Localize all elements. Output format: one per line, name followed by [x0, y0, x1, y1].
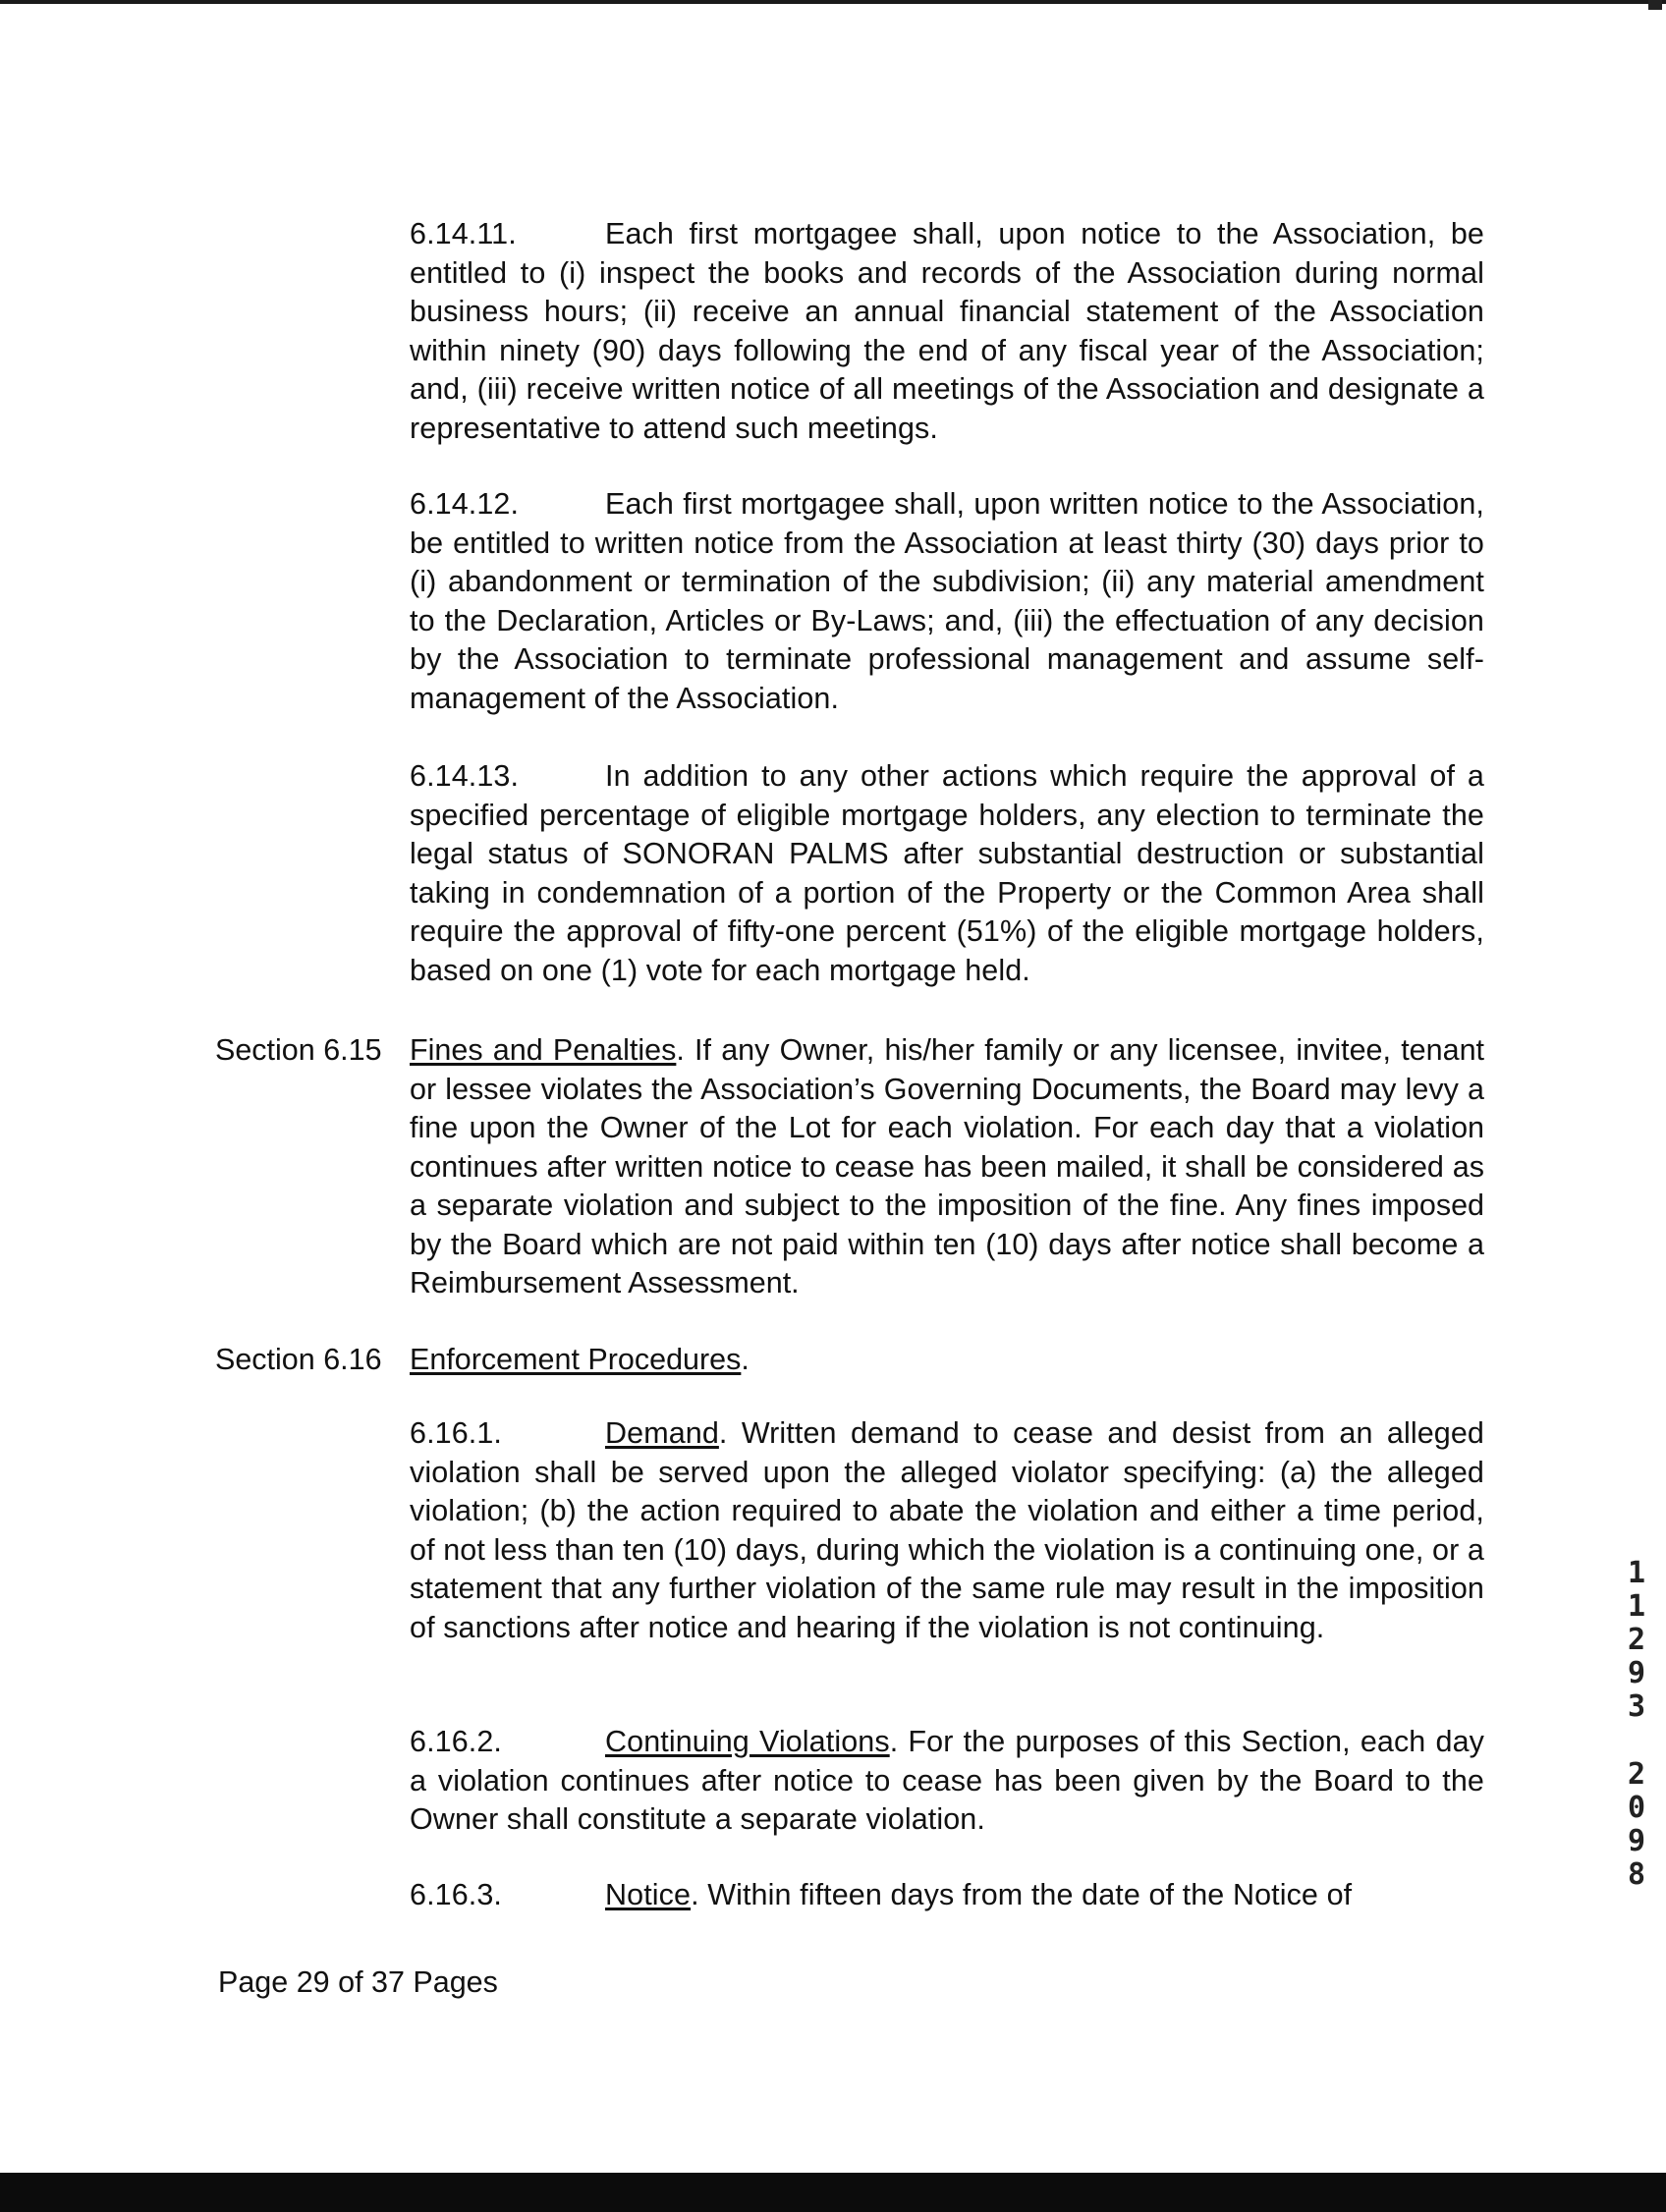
- section-text: . If any Owner, his/her family or any licensee, invitee, tenant or lessee violates the Association’s Governing Documents, the Board may levy a fine upon the Owner of the Lot for each violation. For each day that a violation continues after written notice to cease has been mailed, it shall be considered as a separate violation and subject to the imposition of the fine. Any fines imposed by the Board which are not paid within ten (10) days after notice shall become a Reimbursement Assessment.: [410, 1033, 1485, 1300]
- paragraph-heading: Notice: [605, 1878, 692, 1911]
- section-heading: Enforcement Procedures: [410, 1343, 742, 1376]
- stamp-digit: 0: [1627, 1791, 1646, 1825]
- paragraph-text: Each first mortgagee shall, upon notice to the Association, be entitled to (i) inspect the books and records of the Association during normal business hours; (ii) receive an annual financial statement of the Association within ninety (90) days following the end of any fiscal year of the Association; and, (iii) receive written notice of all meetings of the Association and designate a representative to attend such meetings.: [410, 217, 1484, 445]
- paragraph-text: . Written demand to cease and desist from an alleged violation shall be served upon the alleged violator specifying: (a) the alleged violation; (b) the action required to abate the violation and either a time period, of not less than ten (10) days, during which the violation is a continuing one, or a statement that any further violation of the same rule may result in the imposition of sanctions after notice and hearing if the violation is not continuing.: [410, 1416, 1484, 1644]
- section-6-16-body: [410, 1341, 1484, 1380]
- scan-top-edge: [0, 0, 1666, 4]
- stamp-digit: 2: [1627, 1757, 1646, 1792]
- paragraph-6-16-2: [410, 1723, 1484, 1840]
- paragraph-6-14-11: [410, 215, 1484, 448]
- stamp-digit: 2: [1627, 1623, 1646, 1657]
- recording-stamp-upper: [1622, 1557, 1651, 1724]
- paragraph-number: 6.16.1.: [410, 1416, 502, 1450]
- paragraph-6-16-1: [410, 1414, 1484, 1647]
- stamp-digit: 9: [1627, 1824, 1646, 1858]
- paragraph-number: 6.14.11.: [410, 217, 517, 250]
- stamp-digit: 1: [1627, 1589, 1646, 1624]
- recording-stamp-lower: [1622, 1758, 1651, 1892]
- paragraph-heading: Continuing Violations: [605, 1725, 890, 1758]
- section-6-15-label: Section 6.15: [215, 1033, 382, 1067]
- paragraph-6-14-12: [410, 485, 1484, 718]
- paragraph-number: 6.14.13.: [410, 759, 520, 793]
- scan-bottom-edge: [0, 2173, 1666, 2212]
- scan-corner-mark: [1648, 0, 1662, 10]
- stamp-digit: 3: [1627, 1689, 1646, 1724]
- stamp-digit: 8: [1627, 1857, 1646, 1892]
- paragraph-text: . For the purposes of this Section, each day a violation continues after notice to cease has been given by the Board to the Owner shall constitute a separate violation.: [410, 1725, 1484, 1836]
- paragraph-number: 6.16.2.: [410, 1725, 502, 1758]
- paragraph-6-16-3: [410, 1876, 1484, 1915]
- section-heading: Fines and Penalties: [410, 1033, 677, 1067]
- page-footer: Page 29 of 37 Pages: [218, 1965, 498, 1999]
- paragraph-text: In addition to any other actions which require the approval of a specified percentage of eligible mortgage holders, any election to terminate the legal status of SONORAN PALMS after substantial destruction or substantial taking in condemnation of a portion of the Property or the Common Area shall require the approval of fifty-one percent (51%) of the eligible mortgage holders, based on one (1) vote for each mortgage held.: [410, 759, 1484, 987]
- stamp-digit: 1: [1627, 1556, 1646, 1590]
- section-6-15-body: [410, 1031, 1484, 1303]
- paragraph-number: 6.14.12.: [410, 487, 520, 521]
- paragraph-number: 6.16.3.: [410, 1878, 502, 1911]
- paragraph-heading: Demand: [605, 1416, 719, 1450]
- section-6-16-label: Section 6.16: [215, 1343, 382, 1376]
- paragraph-text: Each first mortgagee shall, upon written notice to the Association, be entitled to written notice from the Association at least thirty (30) days prior to (i) abandonment or termination of the subdivision; (ii) any material amendment to the Declaration, Articles or By-Laws; and, (iii) the effectuation of any decision by the Association to terminate professional management and assume self-management of the Association.: [410, 487, 1484, 715]
- section-text: .: [741, 1343, 750, 1376]
- stamp-digit: 9: [1627, 1656, 1646, 1690]
- paragraph-text: . Within fifteen days from the date of the Notice of: [691, 1878, 1353, 1911]
- paragraph-6-14-13: [410, 757, 1484, 990]
